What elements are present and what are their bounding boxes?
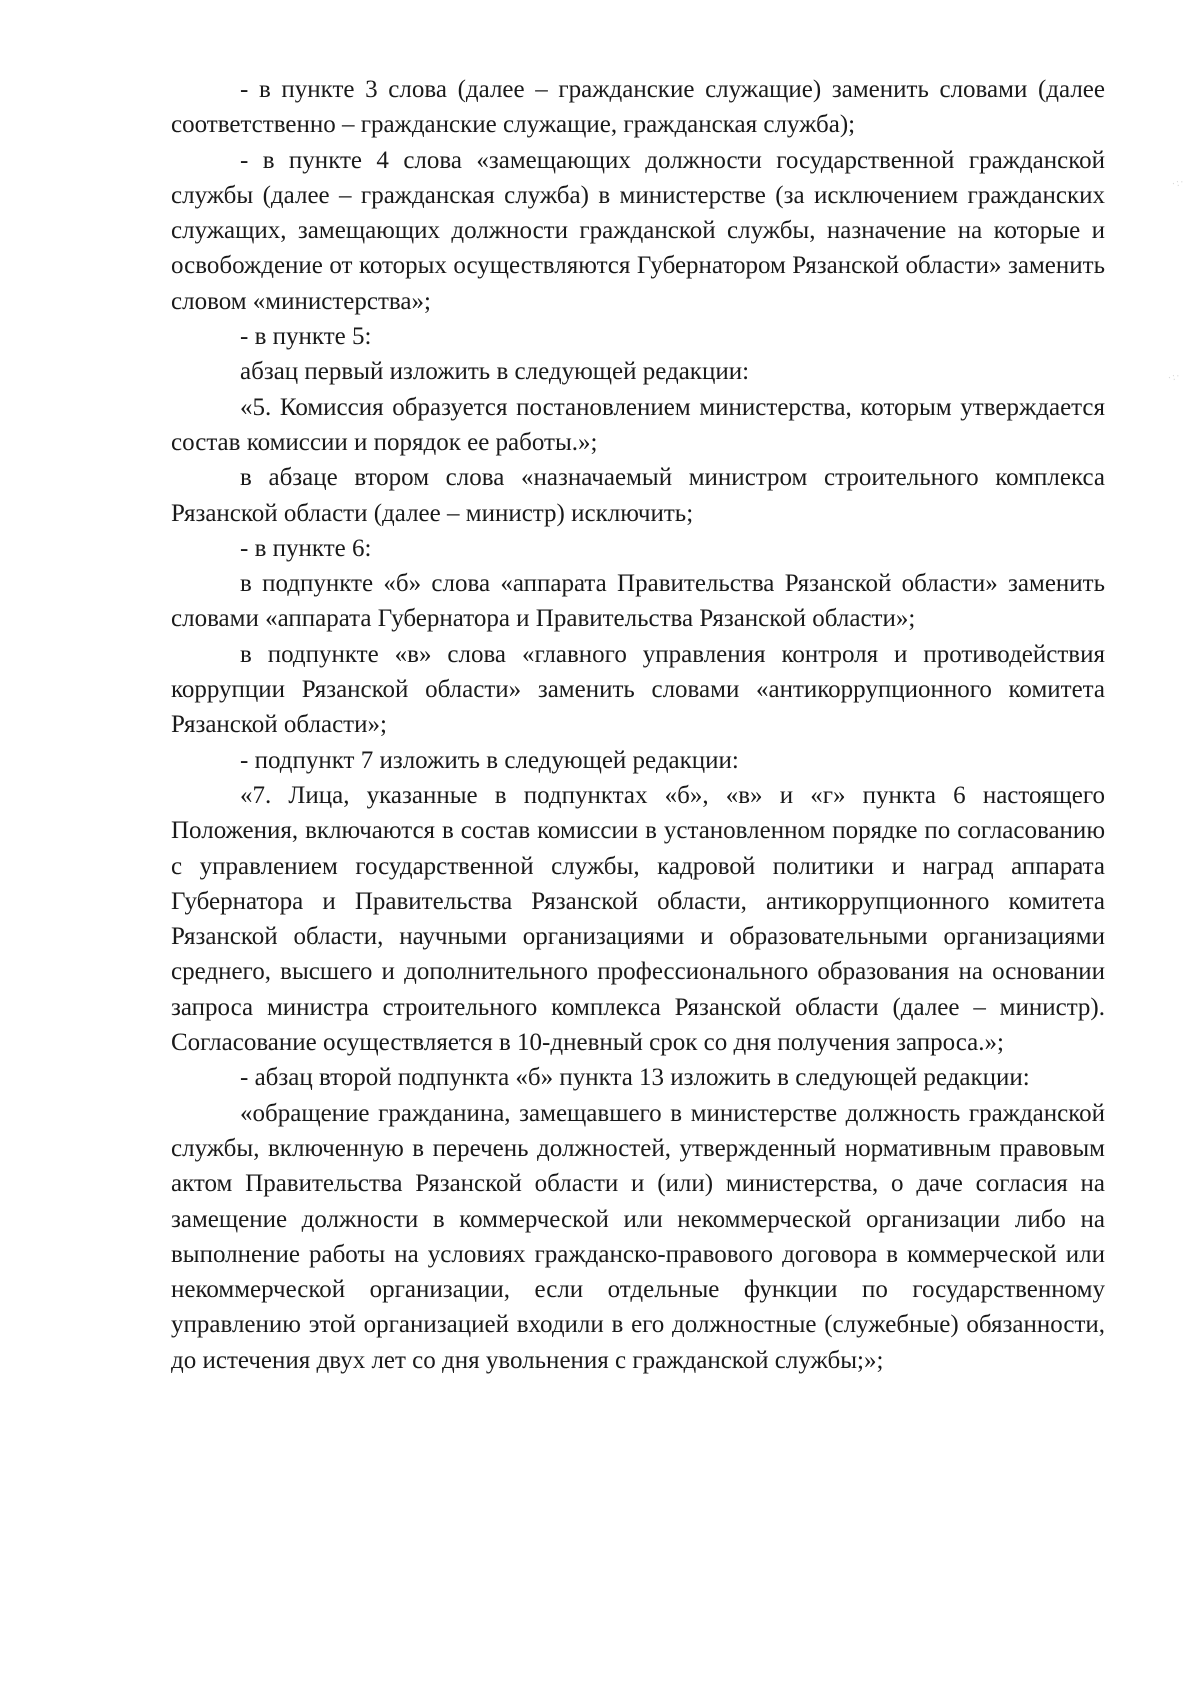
paragraph-second-change: в абзаце втором слова «назначаемый министром строительного комплекса Рязанской области (далее – министр) исключить; <box>171 464 1105 527</box>
amendment-item-point-5: - в пункте 5: <box>240 323 372 351</box>
amendment-item-point-4: - в пункте 4 слова «замещающих должности государственной гражданской службы (далее – гражданская служба) в министерстве (за исключением гражданских служащих, замещающих должности гражданской службы, назначение на которые и освобождение от которых осуществляются Губернатором Рязанской области» заменить словом «министерства»; <box>171 146 1105 315</box>
amendment-item-subpoint-7: - подпункт 7 изложить в следующей редакции: <box>240 746 739 774</box>
document-body <box>171 72 1105 1378</box>
scan-noise-mark: ·:· <box>1170 176 1186 191</box>
amendment-item-point-6: - в пункте 6: <box>240 534 372 562</box>
subpoint-b-change: в подпункте «б» слова «аппарата Правительства Рязанской области» заменить словами «аппарата Губернатора и Правительства Рязанской области»; <box>171 570 1105 633</box>
quoted-clause-7: «7. Лица, указанные в подпунктах «б», «в» и «г» пункта 6 настоящего Положения, включаются в состав комиссии в установленном порядке по согласованию с управлением государственной службы, кадровой политики и наград аппарата Губернатора и Правительства Рязанской области, антикоррупционного комитета Рязанской области, научными организациями и образовательными организациями среднего, высшего и дополнительного профессионального образования на основании запроса министра строительного комплекса Рязанской области (далее – министр). Согласование осуществляется в 10-дневный срок со дня получения запроса.»; <box>171 781 1105 1057</box>
amendment-item-point-13: - абзац второй подпункта «б» пункта 13 изложить в следующей редакции: <box>240 1064 1030 1092</box>
quoted-clause-5: «5. Комиссия образуется постановлением министерства, которым утверждается состав комиссии и порядок ее работы.»; <box>171 393 1105 456</box>
paragraph-first-intro: абзац первый изложить в следующей редакции: <box>240 358 750 386</box>
subpoint-v-change: в подпункте «в» слова «главного управления контроля и противодействия коррупции Рязанской области» заменить словами «антикоррупционного комитета Рязанской области»; <box>171 640 1105 739</box>
amendment-item-point-3: - в пункте 3 слова (далее – гражданские служащие) заменить словами (далее соответственно – гражданские служащие, гражданская служба); <box>171 76 1105 139</box>
quoted-clause-13-b: «обращение гражданина, замещавшего в министерстве должность гражданской службы, включенную в перечень должностей, утвержденный нормативным правовым актом Правительства Рязанской области и (или) министерства, о даче согласия на замещение должности в коммерческой или некоммерческой организации либо на выполнение работы на условиях гражданско-правового договора в коммерческой или некоммерческой организации, если отдельные функции по государственному управлению этой организацией входили в его должностные (служебные) обязанности, до истечения двух лет со дня увольнения с гражданской службы;»; <box>171 1099 1105 1374</box>
scan-noise-mark: ·:· <box>1166 370 1182 385</box>
